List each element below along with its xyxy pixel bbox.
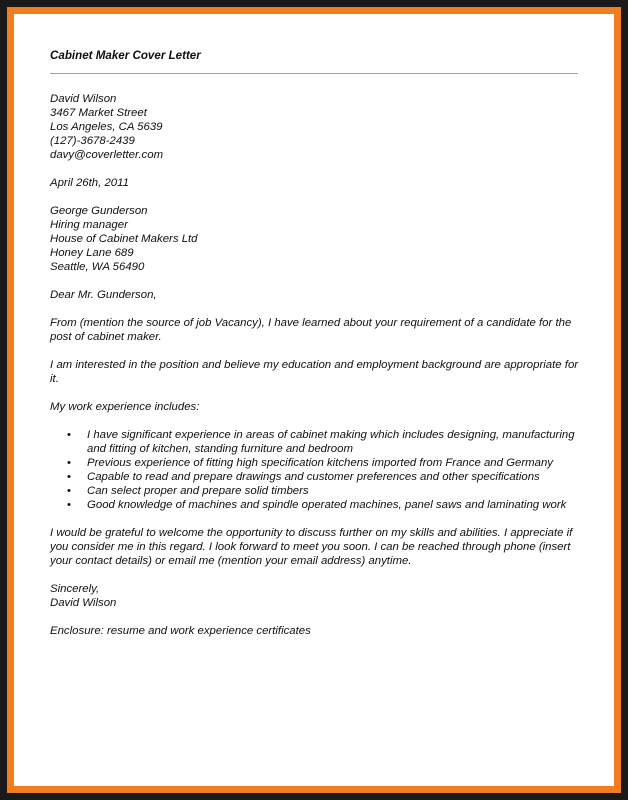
list-item-text: Capable to read and prepare drawings and customer preferences and other specifications bbox=[87, 471, 540, 483]
sender-street: 3467 Market Street bbox=[50, 107, 147, 119]
recipient-city: Seattle, WA 56490 bbox=[50, 261, 145, 273]
list-item bbox=[67, 428, 580, 456]
bullet-icon: • bbox=[67, 457, 71, 469]
recipient-name: George Gunderson bbox=[50, 205, 148, 217]
sender-phone: (127)-3678-2439 bbox=[50, 135, 135, 147]
recipient-company: House of Cabinet Makers Ltd bbox=[50, 233, 198, 245]
list-item-text: Previous experience of fitting high specification kitchens imported from France and Germany bbox=[87, 457, 553, 469]
bullet-icon: • bbox=[67, 485, 71, 497]
paragraph-interest: I am interested in the position and believe my education and employment background are appropriate for it. bbox=[50, 359, 579, 385]
bullet-icon: • bbox=[67, 471, 71, 483]
enclosure: Enclosure: resume and work experience certificates bbox=[50, 625, 311, 637]
closing: Sincerely, bbox=[50, 583, 100, 595]
sender-address bbox=[50, 92, 580, 162]
letter-page bbox=[50, 49, 580, 638]
paragraph-closing: I would be grateful to welcome the opportunity to discuss further on my skills and abilities. I appreciate if you consider me in this regard. I look forward to meet you soon. I can be reached through phone (insert your contact details) or email me (mention your email address) anytime. bbox=[50, 527, 573, 567]
list-item bbox=[67, 456, 580, 470]
signature-name: David Wilson bbox=[50, 597, 117, 609]
signature-block bbox=[50, 582, 580, 610]
letter-date-block bbox=[50, 176, 580, 190]
recipient-street: Honey Lane 689 bbox=[50, 247, 134, 259]
paragraph-source: From (mention the source of job Vacancy), I have learned about your requirement of a candidate for the post of cabinet maker. bbox=[50, 317, 572, 343]
sender-email: davy@coverletter.com bbox=[50, 149, 164, 161]
recipient-address bbox=[50, 204, 580, 274]
list-item bbox=[67, 470, 580, 484]
list-item-text: Good knowledge of machines and spindle operated machines, panel saws and laminating work bbox=[87, 499, 567, 511]
letter-title: Cabinet Maker Cover Letter bbox=[50, 49, 201, 62]
title-divider bbox=[50, 73, 578, 74]
bullet-icon: • bbox=[67, 429, 71, 441]
sender-name: David Wilson bbox=[50, 93, 117, 105]
bullet-icon: • bbox=[67, 499, 71, 511]
list-item bbox=[67, 484, 580, 498]
experience-intro: My work experience includes: bbox=[50, 401, 200, 413]
list-item bbox=[67, 498, 580, 512]
salutation: Dear Mr. Gunderson, bbox=[50, 289, 157, 301]
recipient-position: Hiring manager bbox=[50, 219, 128, 231]
letter-date: April 26th, 2011 bbox=[50, 177, 129, 189]
list-item-text: Can select proper and prepare solid timbers bbox=[87, 485, 309, 497]
list-item-text: I have significant experience in areas of cabinet making which includes designing, manufacturing and fitting of kitchen, standing furniture and bedroom bbox=[87, 429, 575, 455]
sender-city: Los Angeles, CA 5639 bbox=[50, 121, 163, 133]
experience-list bbox=[50, 428, 580, 512]
